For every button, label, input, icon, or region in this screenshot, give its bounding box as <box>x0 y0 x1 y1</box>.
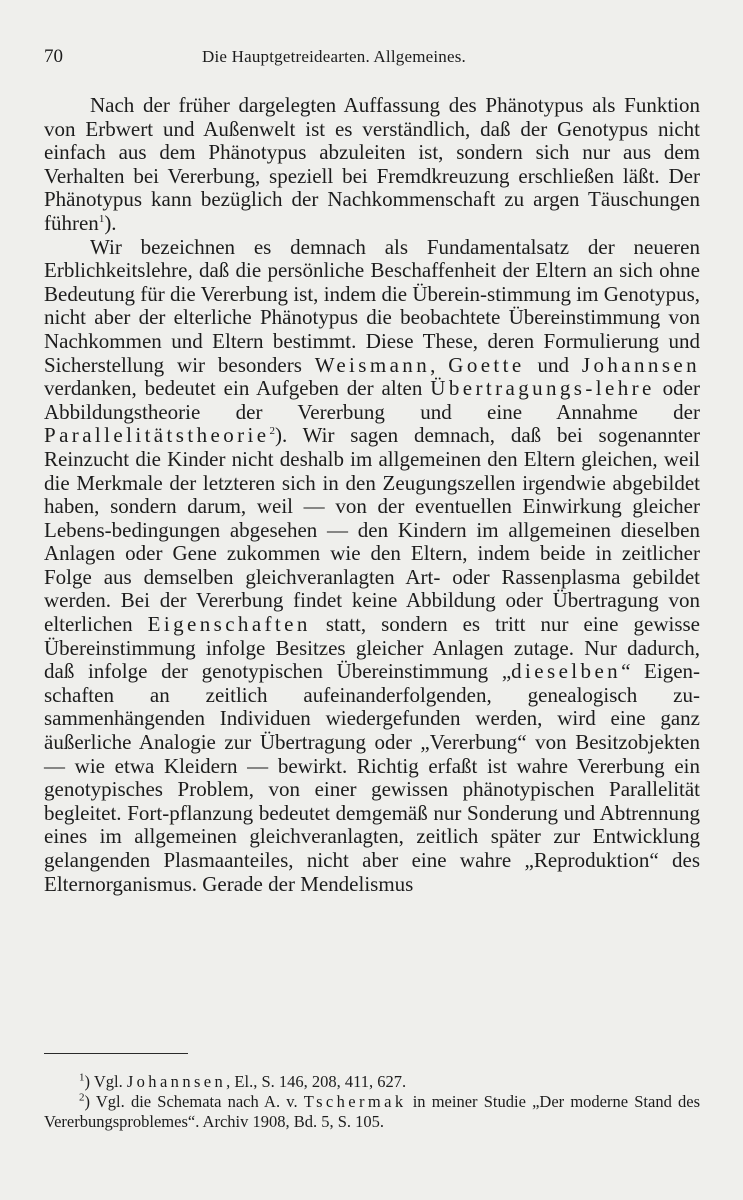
footnote-text: ) Vgl. <box>84 1072 127 1091</box>
paragraph-text: Nach der früher dargelegten Auffassung des Phänotypus als Funktion von Erbwert und Außenwelt ist es verständlich, daß der Genotypus nicht einfach aus dem Phänotypus abzuleiten ist, sondern sich nur aus dem Verhalten bei Vererbung, speziell bei Fremdkreuzung erschließen läßt. Der Phänotypus kann bezüglich der Nachkommenschaft zu argen Täuschungen führen <box>44 93 700 235</box>
emphasized-term-eigenschaften: Eigenschaften <box>147 612 311 637</box>
emphasized-term-uebertragungslehre: Übertragungs-lehre <box>430 376 655 401</box>
footnote-2 <box>44 1092 700 1132</box>
emphasized-term-dieselben: dieselben <box>511 659 622 684</box>
footnotes <box>44 1072 700 1132</box>
paragraph-text: “ Eigen-schaften an zeitlich aufeinanderfolgenden, genealogisch zu-sammenhängenden Individuen wiedergefunden werden, wird eine ganz äußerliche Analogie zur Übertragung oder „Vererbung“ von Besitzobjekten — wie etwa Kleidern — bewirkt. Richtig erfaßt ist wahre Vererbung ein genotypisches Problem, von einer gewissen phänotypischen Parallelität begleitet. Fort-pflanzung bedeutet demgemäß nur Sonderung und Abtrennung eines im allgemeinen gleichveranlagten, zeitlich später zur Entwicklung gelangenden Plasmaanteiles, nicht aber eine wahre „Reproduktion“ des Elternorganismus. Gerade der Mendelismus <box>44 659 701 896</box>
footnote-marker: 1 <box>79 1071 85 1084</box>
footnote-reference: 1 <box>98 212 105 225</box>
paragraph-text: statt, sondern es tritt nur eine gewisse Übereinstimmung infolge Besitzes gleicher Anlagen zutage. Nur dadurch, daß infolge der genotypischen Übereinstimmung „ <box>44 612 700 684</box>
footnote-text: ) Vgl. die Schemata nach A. v. <box>84 1092 304 1111</box>
paragraph-text: , <box>430 352 449 377</box>
footnote-text: , El., S. 146, 208, 411, 627. <box>226 1072 407 1091</box>
footnote-marker: 2 <box>79 1091 85 1104</box>
footnote-author-tschermak: Tschermak <box>303 1092 407 1111</box>
paragraph-text: Wir bezeichnen es demnach als Fundamentalsatz der neueren Erblichkeitslehre, daß die persönliche Beschaffenheit der Eltern an sich ohne Bedeutung für die Vererbung ist, indem die Überein-stimmung im Genotypus, nicht aber der elterliche Phänotypus die beobachtete Übereinstimmung von Nachkommen und Eltern bestimmt. Diese These, deren Formulierung und Sicherstellung wir besonders <box>44 234 700 377</box>
emphasized-name-goette: Goette <box>448 352 525 377</box>
paragraph-2 <box>44 236 700 897</box>
footnote-divider <box>44 1053 188 1054</box>
paragraph-text: ). Wir sagen demnach, daß bei sogenannter Reinzucht die Kinder nicht deshalb im allgemeinen den Eltern gleichen, weil die Merkmale der letzteren sich in den Zeugungszellen irgendwie abgebildet haben, sondern darum, weil — von der eventuellen Einwirkung gleicher Lebens-bedingungen abgesehen — den Kindern im allgemeinen dieselben Anlagen oder Gene zukommen wie den Eltern, indem beide in zeitlicher Folge aus demselben gleichveranlagten Art- oder Rassenplasma gebildet werden. Bei der Vererbung findet keine Abbildung oder Übertragung von elterlichen <box>44 423 700 637</box>
paragraph-text: oder Abbildungstheorie der Vererbung und eine Annahme der <box>44 376 700 424</box>
running-title: Die Hauptgetreidearten. Allgemeines. <box>202 47 466 66</box>
footnote-1 <box>44 1072 700 1092</box>
paragraph-text: und <box>524 352 582 377</box>
paragraph-1 <box>44 94 700 236</box>
footnote-author-johannsen: Johannsen <box>126 1072 227 1091</box>
paragraph-text: ). <box>104 210 117 235</box>
emphasized-term-parallelitaetstheorie: Parallelitätstheorie <box>44 423 270 448</box>
page-number: 70 <box>44 46 63 67</box>
emphasized-name-weismann: Weismann <box>314 352 431 377</box>
emphasized-name-johannsen: Johannsen <box>581 352 701 377</box>
paragraph-text: verdanken, bedeutet ein Aufgeben der alten <box>44 376 431 401</box>
footnote-text: in meiner Studie „Der moderne Stand des Vererbungsproblemes“. Archiv 1908, Bd. 5, S. 105. <box>44 1092 700 1131</box>
footnote-reference: 2 <box>269 425 275 438</box>
running-head <box>40 46 703 76</box>
body-text <box>44 94 700 896</box>
